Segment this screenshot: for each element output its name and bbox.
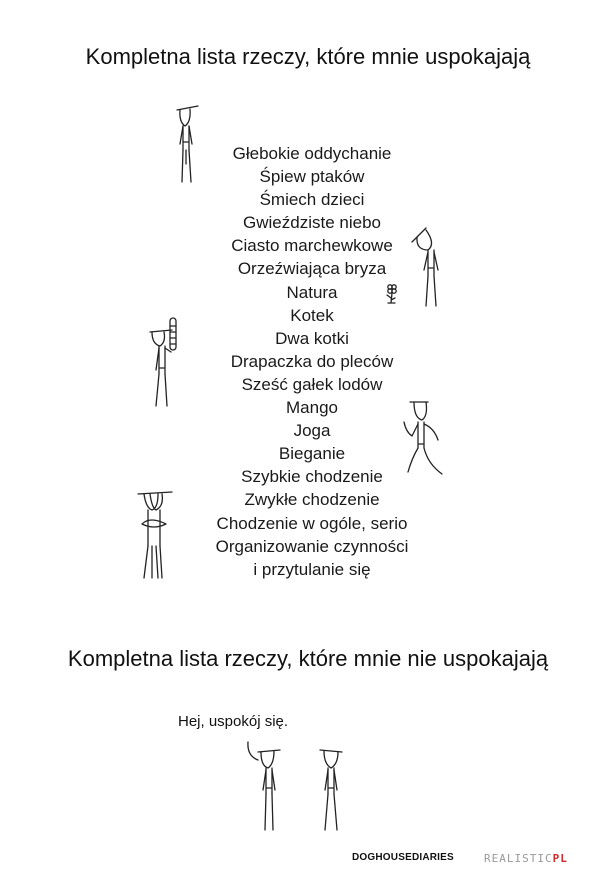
list-item: Kotek [290,305,334,325]
stick-figure-icon [172,104,202,184]
list-item: Zwykłe chodzenie [244,490,380,510]
stick-figure-icon [398,398,448,478]
list-item: Chodzenie w ogóle, serio [216,513,408,533]
realistic-logo[interactable] [484,852,568,865]
list-item: Dwa kotki [275,328,349,348]
title-not-calm: Kompletna lista rzeczy, które mnie nie uspokajają [67,646,549,671]
list-item: Joga [293,421,331,441]
speech-text: Hej, uspokój się. [178,713,289,730]
list-item: Głebokie oddychanie [232,144,392,163]
list-item: Organizowanie czynności [215,536,409,556]
list-item: Bieganie [278,444,346,464]
stick-figure-icon [318,748,344,832]
list-item: Gwieździste niebo [243,213,381,233]
stick-figure-icon [256,748,282,832]
stick-figure-icon [148,316,182,408]
list-item: Śpiew ptaków [259,167,365,187]
list-item: i przytulanie się [253,559,371,579]
title-calm: Kompletna lista rzeczy, które mnie uspokajają [85,44,531,69]
list-item: Drapaczka do pleców [230,351,394,371]
list-item: Orzeźwiająca bryza [237,259,387,279]
stick-figure-icon [136,490,176,580]
list-item: Ciasto marchewkowe [231,236,393,256]
logo-main: REALISTIC [484,852,553,865]
logo-suffix: PL [552,852,568,865]
credit-label: DOGHOUSEDIARIES [352,852,454,863]
list-item: Śmiech dzieci [259,190,365,210]
list-item: Szybkie chodzenie [241,467,383,487]
calm-list [162,142,462,581]
stick-figure-icon [408,226,444,308]
flower-icon [384,283,400,305]
list-item: Natura [286,282,338,302]
list-item: Sześć gałek lodów [241,374,383,394]
list-item: Mango [286,398,338,418]
